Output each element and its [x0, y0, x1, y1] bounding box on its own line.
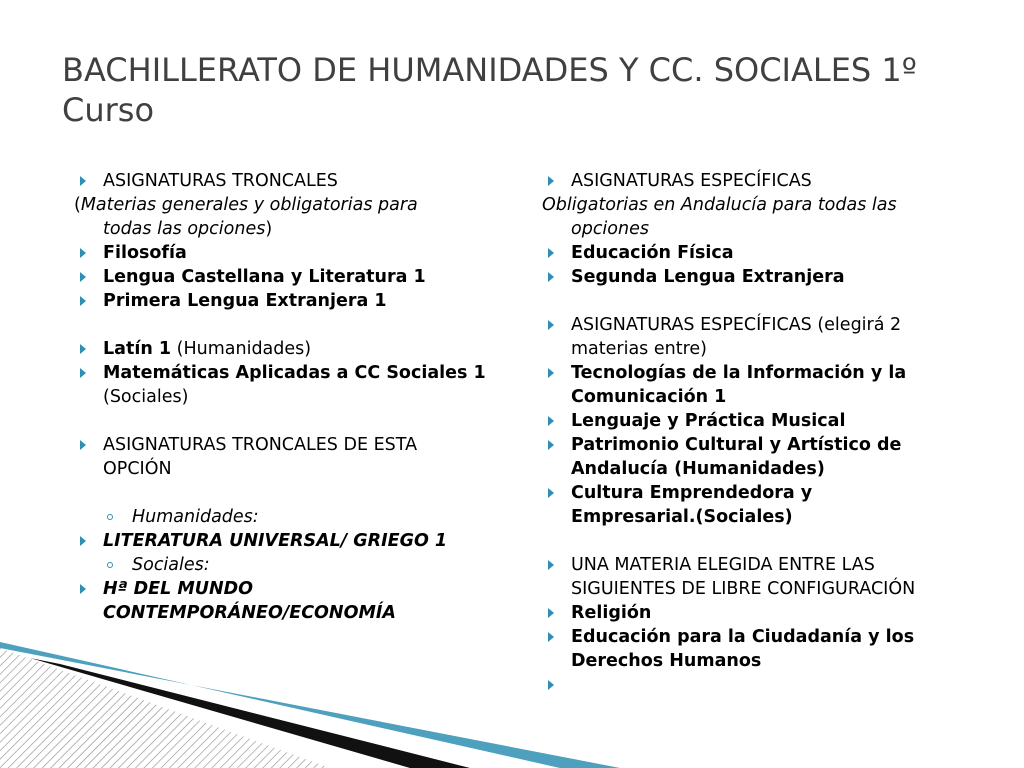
subject-latin: Latín 1 [103, 339, 172, 359]
troncales-note-line-1: (Materias generales y obligatorias para [74, 195, 418, 215]
libre-header-line-2: SIGUIENTES DE LIBRE CONFIGURACIÓN [571, 579, 916, 599]
triangle-bullet-icon [548, 440, 554, 450]
libre-header-line-1: UNA MATERIA ELEGIDA ENTRE LAS [571, 555, 875, 575]
sociales-subjects-line-1: Hª DEL MUNDO [103, 579, 254, 599]
list-item [78, 505, 518, 529]
troncales-note-line-2: todas las opciones) [103, 219, 273, 239]
right-column [542, 169, 966, 673]
triangle-bullet-icon [548, 608, 554, 618]
left-column [74, 169, 518, 625]
sociales-label: Sociales: [132, 555, 210, 575]
opcion-header-line-2: OPCIÓN [103, 459, 172, 479]
triangle-bullet-icon [548, 176, 554, 186]
troncales-header: ASIGNATURAS TRONCALES [103, 171, 338, 191]
list-item [78, 361, 518, 385]
subject-filosofia: Filosofía [103, 243, 187, 263]
subject-matematicas: Matemáticas Aplicadas a CC Sociales 1 [103, 363, 486, 383]
slide-title-line-1: BACHILLERATO DE HUMANIDADES Y CC. SOCIALES 1º [62, 51, 917, 89]
subject-cultura-line-2: Empresarial.(Sociales) [571, 507, 793, 527]
subject-tic-line-1: Tecnologías de la Información y la [571, 363, 907, 383]
elegir-header-line-2: materias entre) [571, 339, 707, 359]
list-item [78, 289, 518, 313]
triangle-bullet-icon [80, 368, 86, 378]
list-item [78, 433, 518, 457]
triangle-bullet-icon [548, 488, 554, 498]
humanidades-label: Humanidades: [132, 507, 259, 527]
triangle-bullet-icon [80, 248, 86, 258]
circle-bullet-icon [107, 562, 113, 568]
decorative-corner-stripes [0, 640, 620, 768]
subject-tic-line-2: Comunicación 1 [571, 387, 727, 407]
subject-ciudadania-line-1: Educación para la Ciudadanía y los [571, 627, 915, 647]
circle-bullet-icon [107, 514, 113, 520]
triangle-bullet-icon [548, 416, 554, 426]
list-item [546, 409, 966, 433]
subject-religion: Religión [571, 603, 652, 623]
subject-lengua: Lengua Castellana y Literatura 1 [103, 267, 426, 287]
especificas-header: ASIGNATURAS ESPECÍFICAS [571, 171, 812, 191]
list-item [546, 481, 966, 505]
slide-title [62, 50, 982, 130]
humanidades-subjects: LITERATURA UNIVERSAL/ GRIEGO 1 [103, 531, 448, 551]
triangle-bullet-icon [80, 440, 86, 450]
slide-title-line-2: Curso [62, 91, 155, 129]
triangle-bullet-icon [80, 536, 86, 546]
list-item [546, 313, 966, 337]
hatched-band [0, 648, 330, 768]
list-item [78, 529, 518, 553]
opcion-header-line-1: ASIGNATURAS TRONCALES DE ESTA [103, 435, 418, 455]
especificas-note-line-2: opciones [571, 219, 649, 239]
elegir-header-line-1: ASIGNATURAS ESPECÍFICAS (elegirá 2 [571, 315, 902, 335]
list-item [78, 577, 518, 601]
triangle-bullet-icon [548, 272, 554, 282]
list-item [546, 601, 966, 625]
subject-musical: Lenguaje y Práctica Musical [571, 411, 846, 431]
list-item [78, 241, 518, 265]
triangle-bullet-icon [548, 320, 554, 330]
triangle-bullet-icon [548, 248, 554, 258]
list-item [78, 553, 518, 577]
list-item [546, 241, 966, 265]
matematicas-option: (Sociales) [103, 387, 189, 407]
list-item [546, 265, 966, 289]
list-item [78, 265, 518, 289]
triangle-bullet-icon [80, 176, 86, 186]
triangle-bullet-icon [80, 272, 86, 282]
latin-option: (Humanidades) [176, 339, 312, 359]
list-item [546, 361, 966, 385]
subject-educacion-fisica: Educación Física [571, 243, 734, 263]
list-item [546, 553, 966, 577]
triangle-bullet-icon [80, 296, 86, 306]
subject-ciudadania-line-2: Derechos Humanos [571, 651, 762, 671]
subject-segunda-lengua: Segunda Lengua Extranjera [571, 267, 845, 287]
triangle-bullet-icon [80, 584, 86, 594]
list-item [546, 169, 966, 193]
subject-cultura-line-1: Cultura Emprendedora y [571, 483, 813, 503]
list-item [546, 433, 966, 457]
triangle-bullet-icon [548, 560, 554, 570]
especificas-note-line-1: Obligatorias en Andalucía para todas las [542, 195, 897, 215]
triangle-bullet-icon [80, 344, 86, 354]
list-item [78, 169, 518, 193]
list-item [78, 337, 518, 361]
subject-patrimonio-line-1: Patrimonio Cultural y Artístico de [571, 435, 902, 455]
subject-patrimonio-line-2: Andalucía (Humanidades) [571, 459, 825, 479]
sociales-subjects-line-2: CONTEMPORÁNEO/ECONOMÍA [103, 603, 396, 623]
triangle-bullet-icon [548, 368, 554, 378]
subject-primera-lengua: Primera Lengua Extranjera 1 [103, 291, 387, 311]
